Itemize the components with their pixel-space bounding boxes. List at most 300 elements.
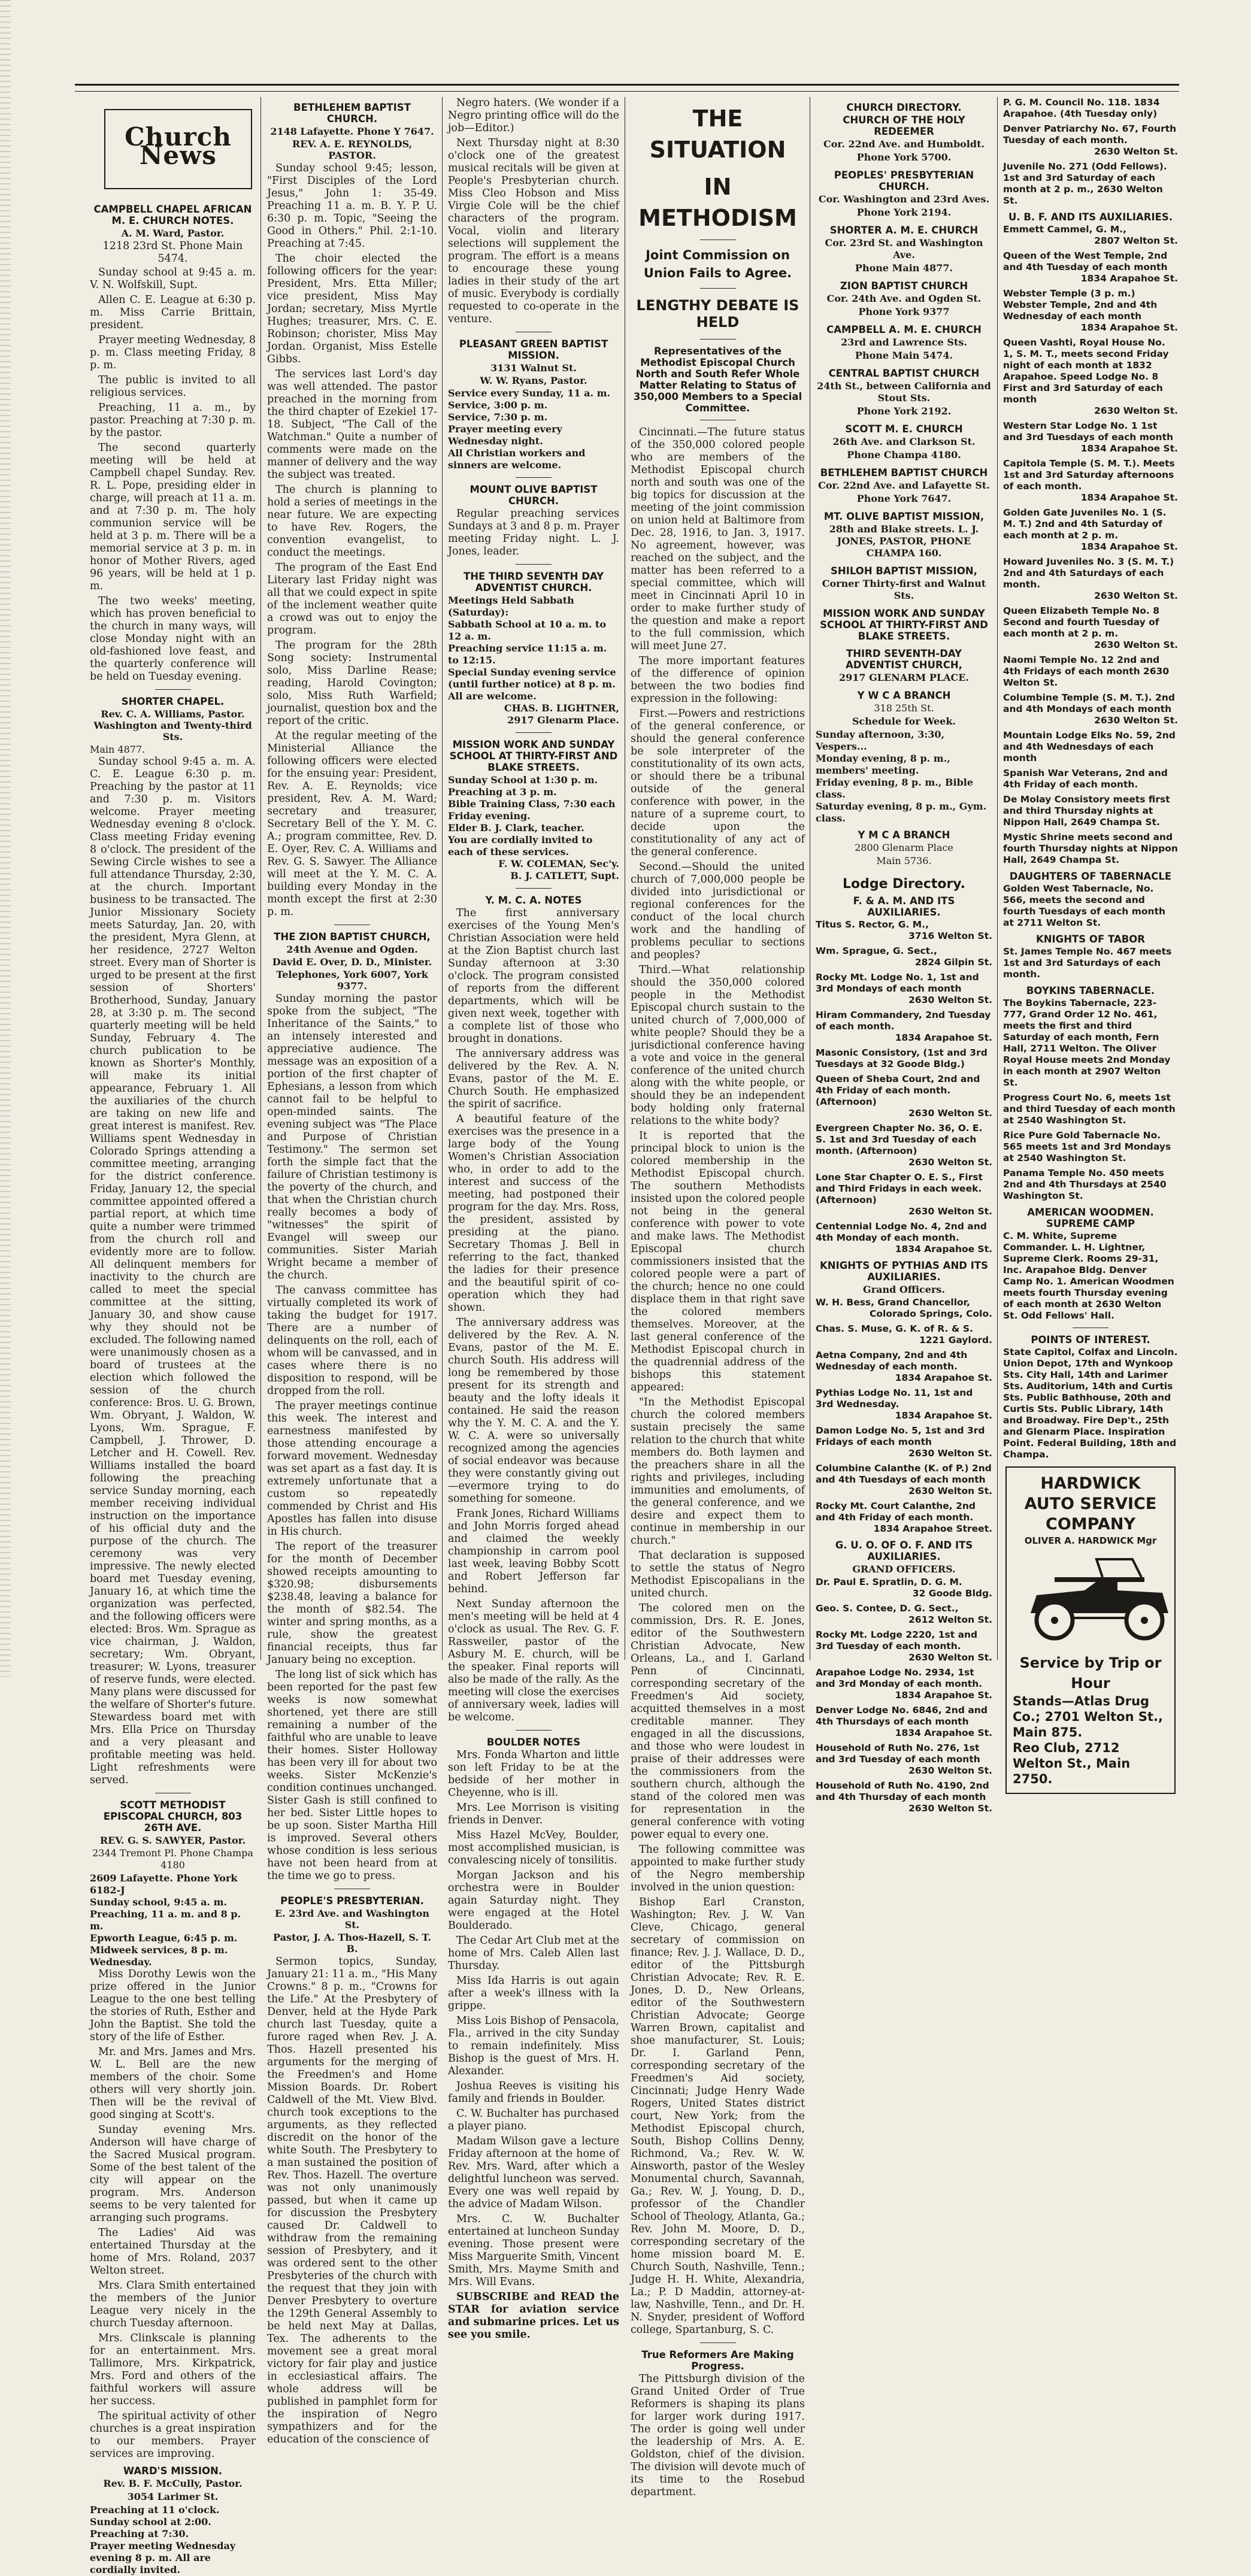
service-line: Special Sunday evening service (until further notice) at 8 p. m.: [448, 666, 616, 690]
lodge-entry: [816, 1603, 992, 1626]
church-name: ZION BAPTIST CHURCH: [840, 280, 968, 292]
misc-lodge: Panama Temple No. 450 meets 2nd and 4th Thursdays at 2540 Washington St.: [1003, 1168, 1167, 1201]
lodge-name: Wm. Sprague, G. Sect.,: [816, 945, 937, 956]
bethlehem-pastor: REV. A. E. REYNOLDS, PASTOR.: [292, 138, 413, 161]
lodge-name: P. G. M. Council No. 118. 1834 Arapahoe. (4th Tuesday only): [1003, 97, 1160, 119]
lodge-address: 2630 Welton St.: [908, 1108, 992, 1119]
ad-stand-1: Stands—Atlas Drug Co.; 2701 Welton St., Main 875.: [1013, 1694, 1163, 1739]
true-reformers-heading: True Reformers Are Making Progress.: [641, 2349, 794, 2372]
lodge-entry: [1003, 337, 1178, 417]
article-paragraph: Sunday school 9:45 a. m. A. C. E. League 6:30 p. m. Preaching by the pastor at 11 and 7:30 p. m. Visitors welcome. Prayer meeting Wednesday evening 8 o'clock. Class meeting Friday evening 8 o'clock. The president of the Sewing Circle wishes to see a full attendance Thursday, 2:30, at the church. Important business to be transacted. The Junior Missionary Society meets Saturday, Jan. 20, with the president, Myra Glenn, at her residence, 2727 Welton street. Every man of Shorter is urged to be present at the first session of Shorters' Brotherhood, Sunday, January 28, at 3:30 p. m. The second quarterly meeting will be held Sunday, February 4. The church publication to be known as Shorter's Monthly, will make its initial appearance, February 1. All the auxiliaries of the church are taking on new life and great interest is manifest. Rev. Williams spent Wednesday in Colorado Springs attending a committee meeting, arranging for the district conference. Friday, January 12, the special committee appointed offered a partial report, at which time quite a number were trimmed from the church roll and evidently more are to follow. All delinquent members for inactivity to the church are called to meet the special committee at the sitting, January 30, and show cause why they should not be excluded. The following named were unanimously chosen as a board of trustees at the election which followed the session of the church conference: Bros. U. G. Brown, Wm. Obryant, J. Waldon, W. Lyons, Wm. Sprague, F. Campbell, J. Thrower, D. Letcher and H. Cowell. Rev. Williams installed the board following the preaching service Sunday morning, each member receiving individual instruction on the importance of his official duty and the purpose of the church. The ceremony was very impressive. The newly elected board met Tuesday evening, January 16, at which time the organization was perfected, and the following officers were elected: Bros. Wm. Sprague as vice chairman, J. Waldon, secretary; Wm. Obryant, treasurer; W. Lyons, treasurer of reserve funds, were elected. Many plans were discussed for the welfare of Shorter's future. Stewardess board met with Mrs. Ella Price on Thursday and a very pleasant and profitable meeting was held. Light refreshments were served.: [90, 756, 256, 1786]
wards-heading: WARD'S MISSION.: [123, 2465, 223, 2477]
zion-phone: Telephones, York 6007, York 9377.: [276, 969, 428, 992]
lodge-name: Columbine Calanthe (K. of P.) 2nd and 4th Tuesdays of each month: [816, 1463, 992, 1485]
kp-list: [816, 1297, 992, 1535]
lodge-entry: [1003, 730, 1178, 764]
article-paragraph: Negro haters. (We wonder if a Negro printing office will do the job—Editor.): [448, 97, 620, 134]
mission-work-heading: MISSION WORK AND SUNDAY SCHOOL AT THIRTY-FIRST AND BLAKE STREETS.: [449, 739, 618, 773]
article-paragraph: Miss Dorothy Lewis won the prize offered in the Junior League to the one best telling the stories of Ruth, Esther and John the Baptist. She told the story of the life of Esther.: [90, 1968, 256, 2043]
article-paragraph: The first anniversary exercises of the Young Men's Christian Association were held at the Zion Baptist church last Sunday afternoon at 3:30 o'clock. The program consisted of reports from the different departments, which will be given next week, together with a complete list of those who brought in donations.: [448, 907, 619, 1045]
article-paragraph: The second quarterly meeting will be held at Campbell chapel Sunday. Rev. R. L. Pope, presiding elder in charge, will preach at 11 a. m. and at 7:30 p. m. The holy communion service will be held at 3 p. m. There will be a memorial service at 3 p. m. in honor of Mother Rivers, aged 96 years, will be held at 1 p. m.: [90, 442, 256, 592]
article-paragraph: The Pittsburgh division of the Grand United Order of True Reformers is shaping its plans for larger work during 1917. The order is going well under the leadership of Mrs. A. E. Goldston, chief of the division. The division will devote much of its time to the Rosebud department.: [631, 2373, 805, 2498]
article-paragraph: The church is planning to hold a series of meetings in the near future. We are expecting to have Rev. Rogers, the convention evangelist, to conduct the meetings.: [267, 484, 437, 559]
ad-stand-2: Reo Club, 2712 Welton St., Main 2750.: [1013, 1741, 1131, 1786]
church-name: SHILOH BAPTIST MISSION,: [831, 565, 977, 577]
campbell-pastor: A. M. Ward, Pastor.: [121, 228, 225, 239]
shorter-phone: Main 4877.: [90, 744, 146, 755]
lodge-address: 1834 Arapahoe St.: [895, 1410, 992, 1421]
lodge-entry: [816, 1221, 992, 1255]
article-paragraph: At the regular meeting of the Ministerial Alliance the following officers were elected for the ensuing year: President, Rev. A. E. Reynolds; vice president, Rev. A. M. Ward; secretary and treasurer, Secretary Bell of the Y. M. C. A.; program committee, Rev. D. E. Oyer, Rev. C. A. Williams and Rev. G. S. Sawyer. The Alliance will meet at the Y. M. C. A. building every Monday in the month except the first at 2:30 p. m.: [267, 730, 437, 918]
column-3: [448, 97, 620, 2341]
directory-entry: [816, 467, 992, 505]
lodge-name: Hiram Commandery, 2nd Tuesday of each month.: [816, 1010, 991, 1032]
church-detail: Phone York 9377: [858, 306, 950, 317]
article-paragraph: Joshua Reeves is visiting his family and friends in Boulder.: [448, 2080, 619, 2105]
lodge-name: Evergreen Chapter No. 36, O. E. S. 1st and 3rd Tuesday of each month. (Afternoon): [816, 1123, 983, 1156]
wards-line: Prayer meeting Wednesday evening 8 p. m. All are cordially invited.: [90, 2540, 236, 2575]
article-paragraph: Third.—What relationship should the 350,000 colored people in the Methodist Episcopal church sustain to the united church of 7,000,000 of white people? Should they be a jurisdictional conference having a vote and voice in the general conference of the united church along with the white people, or should they be an independent body holding only fraternal relations to the white body?: [631, 964, 805, 1127]
lodge-entry: [816, 1323, 992, 1346]
knights-tabor-heading: KNIGHTS OF TABOR: [1035, 934, 1146, 945]
lodge-address: 2612 Welton St.: [908, 1614, 992, 1625]
lodge-address: 2630 Welton St.: [1094, 715, 1178, 726]
article-paragraph: The Ladies' Aid was entertained Thursday at the home of Mrs. Roland, 2037 Welton street.: [90, 2227, 256, 2277]
ymca-heading: Y. M. C. A. NOTES: [485, 895, 582, 906]
seventh-day-heading: THE THIRD SEVENTH DAY ADVENTIST CHURCH.: [463, 571, 604, 593]
service-line: Sunday School at 1:30 p. m.: [448, 774, 598, 786]
directory-entry: [816, 423, 992, 461]
article-paragraph: The services last Lord's day was well attended. The pastor preached in the morning from the third chapter of Ezekiel 17-18. Subject, "The Call of the Watchman." Quite a number of comments were made on the manner of delivery and the way the subject was treated.: [267, 368, 437, 481]
lodge-address: 3716 Welton St.: [908, 931, 992, 941]
lodge-entry: [1003, 692, 1178, 726]
lodge-name: Denver Lodge No. 6846, 2nd and 4th Thursdays of each month: [816, 1705, 988, 1727]
article-paragraph: The canvass committee has virtually completed its work of taking the budget for 1917. There are a number of delinquents on the roll, each of whom will be canvassed, and in cases where there is no disposition to respond, will be dropped from the roll.: [267, 1284, 437, 1397]
ad-company: COMPANY: [1046, 1515, 1135, 1534]
lodge-address: 1834 Arapahoe St.: [1080, 492, 1178, 503]
church-name: MT. OLIVE BAPTIST MISSION,: [823, 511, 985, 522]
lodge-address: 2630 Welton St.: [1094, 640, 1178, 650]
lodge-entry: [816, 1742, 992, 1777]
lodge-entry: [816, 1172, 992, 1217]
ubf-heading: U. B. F. AND ITS AUXILIARIES.: [1008, 211, 1173, 223]
lodge-entry: [1003, 605, 1178, 651]
service-line: Preaching service 11:15 a. m. to 12:15.: [448, 643, 607, 666]
lodge-entry: [1003, 420, 1178, 454]
mount-olive-heading: MOUNT OLIVE BAPTIST CHURCH.: [469, 484, 598, 507]
ywca-schedule: Schedule for Week.: [852, 716, 956, 727]
pleasant-green-heading: PLEASANT GREEN BAPTIST MISSION.: [459, 338, 608, 361]
lodge-entry: [1003, 794, 1178, 828]
lodge-name: Geo. S. Contee, D. G. Sect.,: [816, 1603, 959, 1614]
lodge-entry: [816, 1350, 992, 1384]
lodge-entry: [816, 1780, 992, 1814]
service-line: All Christian workers and sinners are welcome.: [448, 447, 586, 471]
lodge-name: Dr. Paul E. Spratlin, D. G. M.: [816, 1577, 962, 1587]
directory-entry: [816, 511, 992, 559]
column-2: [267, 97, 437, 2445]
church-detail: Cor. 22nd Ave. and Humboldt.: [823, 138, 985, 150]
service-line: Service, 3:00 p. m.: [448, 399, 548, 411]
lodge-entry: [1003, 288, 1178, 334]
deck-3: Representatives of the Methodist Episcopal Church North and South Refer Whole Matter Relating to Status of 350,000 Members to a Special Committee.: [633, 346, 802, 414]
church-detail: Phone York 5700.: [856, 151, 952, 163]
woodmen-text: C. M. White, Supreme Commander. L. H. Lightner, Supreme Clerk. Rooms 29-31, Inc. Arapahoe Bldg. Denver Camp No. 1. American Woodmen meets fourth Thursday evening of each month at 2630 Welton St. Odd Fellows' Hall.: [1003, 1231, 1174, 1321]
daughters-heading: DAUGHTERS OF TABERNACLE: [1009, 871, 1172, 882]
lodge-name: Arapahoe Lodge No. 2934, 1st and 3rd Monday of each month.: [816, 1667, 983, 1689]
church-detail: Phone York 7647.: [856, 493, 952, 504]
article-paragraph: Next Thursday night at 8:30 o'clock one of the greatest musical recitals will be given at People's Presbyterian church. Miss Cleo Hobson and Miss Virgie Cole will be the chief characters of the program. Vocal, violin and literary selections will supplement the program. The effort is a means to encourage these young ladies in their study of the art of music. Everybody is cordially requested to co-operate in the venture.: [448, 137, 619, 325]
pleasant-green-pastor: W. W. Ryans, Pastor.: [480, 375, 587, 386]
schedule-line: Sunday afternoon, 3:30, Vespers...: [816, 729, 945, 752]
lodge-name: Masonic Consistory, (1st and 3rd Tuesdays at 32 Goode Bldg.): [816, 1047, 988, 1069]
church-detail: 28th and Blake streets. L. J. JONES, PASTOR, PHONE CHAMPA 160.: [829, 523, 979, 559]
ywca-heading: Y W C A BRANCH: [857, 690, 951, 701]
directory-entry: [816, 280, 992, 318]
lodge-name: Rocky Mt. Lodge 2220, 1st and 3rd Tuesday of each month.: [816, 1629, 978, 1651]
wards-line: 3054 Larimer St.: [127, 2491, 219, 2502]
signature: CHAS. B. LIGHTNER,: [504, 702, 619, 714]
lodge-name: Mystic Shrine meets second and fourth Thursday nights at Nippon Hall, 2649 Champa St.: [1003, 832, 1178, 865]
lodge-entry: [1003, 97, 1178, 120]
service-line: Bible Training Class, 7:30 each Friday evening.: [448, 798, 616, 822]
article-paragraph: Mrs. Clinkscale is planning for an entertainment. Mrs. Tallimore, Mrs. Kirkpatrick, Mrs. Ford and others of the faithful workers will assure her success.: [90, 2332, 256, 2407]
church-detail: Phone Main 5474.: [855, 350, 953, 361]
lodge-name: Queen of the West Temple, 2nd and 4th Tuesday of each month: [1003, 250, 1168, 272]
separator: [700, 2342, 736, 2343]
guo-subheading: GRAND OFFICERS.: [852, 1563, 956, 1575]
lodge-entry: [816, 1074, 992, 1119]
lodge-address: 2630 Welton St.: [908, 1448, 992, 1459]
article-paragraph: That declaration is supposed to settle the status of Negro Methodist Episcopalians in the united church.: [631, 1550, 805, 1599]
church-detail: Phone Champa 4180.: [847, 449, 961, 460]
lodge-address: 1834 Arapahoe St.: [895, 1690, 992, 1701]
shorter-pastor: Rev. C. A. Williams, Pastor. Washington and Twenty-third Sts.: [93, 708, 252, 743]
misc-lodge: Rice Pure Gold Tabernacle No. 565 meets 1st and 3rd Mondays at 2540 Washington St.: [1003, 1130, 1171, 1163]
signature: F. W. COLEMAN, Sec'y.: [498, 858, 619, 869]
article-paragraph: The spiritual activity of other churches is a great inspiration to our members. Prayer services are improving.: [90, 2410, 256, 2460]
article-paragraph: Sunday school at 9:45 a. m. V. N. Wolfskill, Supt.: [90, 266, 256, 291]
church-name: THIRD SEVENTH-DAY ADVENTIST CHURCH,: [846, 648, 962, 671]
article-paragraph: Preaching, 11 a. m., by pastor. Preaching at 7:30 p. m. by the pastor.: [90, 402, 256, 439]
lodge-name: Naomi Temple No. 12 2nd and 4th Fridays of each month 2630 Welton St.: [1003, 654, 1170, 688]
scott-heading: SCOTT METHODIST EPISCOPAL CHURCH, 803 26TH AVE.: [103, 1799, 243, 1833]
separator: [516, 732, 552, 733]
church-name: CHURCH OF THE HOLY REDEEMER: [843, 114, 965, 137]
lodge-name: Mountain Lodge Elks No. 59, 2nd and 4th Wednesdays of each month: [1003, 730, 1176, 763]
article-paragraph: Morgan Jackson and his orchestra were in Boulder again Saturday night. They were engaged at the Hotel Boulderado.: [448, 1869, 619, 1932]
church-detail: Phone York 2192.: [856, 405, 952, 417]
lodge-entry: [816, 972, 992, 1006]
lodge-name: De Molay Consistory meets first and third Thursday nights at Nippon Hall, 2649 Champa St.: [1003, 794, 1170, 828]
peoples-pastor: Pastor, J. A. Thos-Hazell, S. T. B.: [273, 1932, 431, 1954]
lodge-address: 1834 Arapahoe St.: [1080, 541, 1178, 552]
bethlehem-heading: BETHLEHEM BAPTIST CHURCH.: [293, 102, 411, 125]
service-line: Prayer meeting every Wednesday night.: [448, 423, 562, 447]
scott-line: Sunday school, 9:45 a. m.: [90, 1896, 228, 1908]
lodge-entry: [1003, 161, 1178, 207]
lodge-entry: [816, 1010, 992, 1044]
lodge-entry: [816, 1463, 992, 1497]
column-1: [90, 97, 256, 2575]
ad-owner: OLIVER A. HARDWICK Mgr: [1024, 1535, 1157, 1546]
shorter-heading: SHORTER CHAPEL.: [121, 696, 225, 707]
directory-entry: [816, 648, 992, 684]
automobile-illustration: [1013, 1553, 1180, 1643]
church-detail: 24th St., between California and Stout Sts.: [817, 380, 991, 404]
wards-line: Preaching at 11 o'clock.: [90, 2504, 220, 2516]
scott-line: Epworth League, 6:45 p. m.: [90, 1932, 238, 1944]
kp-heading: KNIGHTS OF PYTHIAS AND ITS AUXILIARIES.: [820, 1260, 988, 1283]
lodge-address: 2630 Welton St.: [908, 1652, 992, 1663]
lodge-name: W. H. Bess, Grand Chancellor,: [816, 1297, 970, 1308]
lodge-entry: [1003, 654, 1178, 689]
article-paragraph: The choir elected the following officers for the year: President, Mrs. Etta Miller; vice president, Miss May Jordan; secretary, Miss Myrtle Hughes; treasurer, Mrs. C. E. Robinson; chorister, Miss May Jordan. Organist, Miss Estelle Gibbs.: [267, 253, 437, 365]
lodge-entry: [1003, 768, 1178, 790]
deck-2: LENGTHY DEBATE IS HELD: [636, 297, 799, 331]
campbell-heading: CAMPBELL CHAPEL AFRICAN M. E. CHURCH NOTES.: [93, 204, 252, 226]
lodge-entry: [816, 1387, 992, 1422]
column-rule: [442, 97, 443, 1660]
article-paragraph: "In the Methodist Episcopal church the colored members sustain precisely the same relation to the church that white members do. Both laymen and the preachers share in all the rights and privileges, including immunities and emoluments, of the general conference, and we desire and expect them to continue in membership in our church.": [631, 1396, 805, 1547]
schedule-line: Saturday evening, 8 p. m., Gym. class.: [816, 801, 987, 824]
lodge-address: 2630 Welton St.: [908, 1803, 992, 1814]
lodge-name: Capitola Temple (S. M. T.). Meets 1st and 3rd Saturday afternoons of each month.: [1003, 458, 1175, 492]
lodge-entry: [816, 1629, 992, 1663]
lodge-entry: [816, 919, 992, 942]
lodge-name: Howard Juveniles No. 3 (S. M. T.) 2nd and 4th Saturdays of each month.: [1003, 556, 1174, 590]
article-paragraph: The long list of sick which has been reported for the past few weeks is now somewhat shortened, yet there are still remaining a number of the faithful who are unable to leave their homes. Sister Holloway has been very ill for about two weeks. Sister McKenzie's condition continues unchanged. Sister Gash is still confined to her bed. Sister Little hopes to be up soon. Sister Martha Hill is improved. Several others whose condition is less serious have not been heard from at the time we go to press.: [267, 1669, 437, 1882]
article-paragraph: The report of the treasurer for the month of December showed receipts amounting to $320.98; disbursements $238.48, leaving a balance for the month of $82.54. The winter and spring months, as a rule, show the greatest financial receipts, thus far January being no exception.: [267, 1541, 437, 1666]
wards-line: Rev. B. F. McCully, Pastor.: [103, 2478, 243, 2489]
lodge-address: 2824 Gilpin St.: [914, 957, 992, 968]
article-paragraph: Prayer meeting Wednesday, 8 p. m. Class meeting Friday, 8 p. m.: [90, 334, 256, 371]
lodge-address: 1834 Arapahoe St.: [895, 1244, 992, 1254]
lodge-address: 2630 Welton St.: [908, 1157, 992, 1168]
boulder-heading: BOULDER NOTES: [486, 1736, 581, 1748]
article-paragraph: C. W. Buchalter has purchased a player piano.: [448, 2108, 619, 2132]
lodge-name: Household of Ruth No. 4190, 2nd and 4th Thursday of each month: [816, 1780, 989, 1802]
lodge-name: Rocky Mt. Court Calanthe, 2nd and 4th Friday of each month.: [816, 1501, 976, 1523]
fam-list: [816, 919, 992, 1255]
article-paragraph: Next Sunday afternoon the men's meeting will be held at 4 o'clock as usual. The Rev. G. F. Rassweiler, pastor of the Asbury M. E. church, will be the speaker. Final reports will also be made of the rally. As the meeting will close the exercises of anniversary week, ladies will be welcome.: [448, 1598, 619, 1723]
ymca-branch-phone: Main 5736.: [876, 855, 932, 866]
separator: [155, 689, 191, 690]
article-paragraph: Sunday morning the pastor spoke from the subject, "The Inheritance of the Saints," to an intensely interested and appreciative audience. The message was an exposition of a portion of the first chapter of Ephesians, a lesson from which cannot fail to be helpful to open-minded saints. The evening subject was "The Place and Purpose of Christian Testimony." The sermon set forth the simple fact that the failure of Christian testimony is the poverty of the church, and that when the Christian church really becomes a body of "witnesses" the spirit of Evangel will sweep our communities. Sister Mariah Wright became a member of the church.: [267, 993, 437, 1281]
subscribe-notice: SUBSCRIBE and READ the STAR for aviation service and submarine prices. Let us see you smile.: [448, 2291, 619, 2341]
lodge-address: 2630 Welton St.: [1094, 146, 1178, 157]
lodge-entry: [1003, 507, 1178, 553]
lodge-name: Titus S. Rector, G. M.,: [816, 919, 929, 930]
church-detail: Cor. 22nd Ave. and Lafayette St.: [818, 480, 990, 491]
separator: [700, 339, 736, 340]
service-line: Service, 7:30 p. m.: [448, 411, 548, 423]
service-line: Service every Sunday, 11 a. m.: [448, 387, 611, 399]
directory-entry: [816, 608, 992, 642]
church-name: PEOPLES' PRESBYTERIAN CHURCH.: [834, 169, 974, 192]
ymca-branch-heading: Y M C A BRANCH: [858, 829, 950, 841]
separator: [516, 1730, 552, 1731]
article-paragraph: Allen C. E. League at 6:30 p. m. Miss Carrie Brittain, president.: [90, 294, 256, 331]
article-paragraph: It is reported that the principal block to union is the colored membership in the Methodist Episcopal church. The southern Methodists insisted upon the colored people not being in the general conference with power to vote and make laws. The Methodist Episcopal church commissioners insisted that the colored people were a part of the church; hence no one could displace them in that right save the colored members themselves. Moreover, at the last general conference of the Methodist Episcopal church in the quadrennial address of the bishops this statement appeared:: [631, 1130, 805, 1393]
lodge-address: 2630 Welton St.: [908, 995, 992, 1005]
lodge-name: Emmett Cammel, G. M.,: [1003, 224, 1127, 235]
article-paragraph: The colored men on the commission, Drs. R. E. Jones, editor of the Southwestern Christian Advocate, New Orleans, La., and I. Garland Penn of Cincinnati, corresponding secretary of the Freedmen's Aid society, acquitted themselves in a most creditable manner. They engaged in all the discussions, and those who were loudest in praise of their addresses were the commissioners from the southern church, although the stand of the colored men was for representation in the general conference with voting power equal to every one.: [631, 1602, 805, 1841]
fam-heading: F. & A. M. AND ITS AUXILIARIES.: [853, 895, 955, 918]
lodge-name: Queen of Sheba Court, 2nd and 4th Friday of each month. (Afternoon): [816, 1074, 980, 1107]
lodge-address: 2630 Welton St.: [1094, 590, 1178, 601]
peoples-address: E. 23rd Ave. and Washington St.: [274, 1908, 430, 1931]
article-paragraph: Miss Hazel McVey, Boulder, most accomplished musician, is convalescing nicely of tonsilitis.: [448, 1829, 619, 1866]
ywca-address: 318 25th St.: [874, 702, 934, 714]
deck-1: Joint Commission on Union Fails to Agree.: [643, 248, 792, 280]
church-name: MISSION WORK AND SUNDAY SCHOOL AT THIRTY-FIRST AND BLAKE STREETS.: [820, 608, 988, 642]
scott-line: Midweek services, 8 p. m. Wednesday.: [90, 1944, 228, 1968]
column-4: [631, 97, 805, 2498]
article-paragraph: The two weeks' meeting, which has proven beneficial to the church in many ways, will close Monday night with an old-fashioned love feast, and the quarterly conference will be held on Tuesday evening.: [90, 595, 256, 683]
lodge-address: 2630 Welton St.: [908, 1206, 992, 1217]
article-paragraph: Cincinnati.—The future status of the 350,000 colored people who are members of the Methodist Episcopal church north and south was one of the big topics for discussion at the meeting of the joint commission on union held at Baltimore from Dec. 28, 1916, to Jan. 3, 1917. No agreement, however, was reached on the subject, and the matter has been referred to a special committee, which will meet in Cincinnati April 10 in order to make further study of the question and make a report to the full commission, which will meet June 27.: [631, 426, 805, 652]
lodge-directory-title: Lodge Directory.: [843, 877, 965, 892]
headline-line-2: IN METHODISM: [638, 174, 797, 231]
article-paragraph: Mrs. C. W. Buchalter entertained at luncheon Sunday evening. Those present were Miss Marguerite Smith, Vincent Smith, Mrs. Mayme Smith and Mrs. Will Evans.: [448, 2213, 619, 2288]
separator: [700, 288, 736, 289]
church-detail: Phone York 2194.: [856, 207, 952, 218]
lodge-address: 1834 Arapahoe St.: [1080, 443, 1178, 454]
service-line: All are welcome.: [448, 690, 537, 702]
service-line: Elder B. J. Clark, teacher.: [448, 822, 584, 834]
lodge-address: 1834 Arapahoe St.: [1080, 322, 1178, 333]
church-news-title-box: [104, 109, 252, 189]
article-paragraph: Madam Wilson gave a lecture Friday afternoon at the home of Rev. Mrs. Ward, after which a delightful luncheon was served. Every one was well repaid by the advice of Madam Wilson.: [448, 2135, 619, 2210]
scott-line: Preaching, 11 a. m. and 8 p. m.: [90, 1908, 241, 1932]
article-paragraph: The anniversary address was delivered by the Rev. A. N. Evans, pastor of the M. E. church South. His address will long be remembered by those present for its strength and beauty and the lofty ideals it contained. He said the reason why the Y. M. C. A. and the Y. W. C. A. were so universally recognized among the agencies of social endeavor was because they were constantly giving out—evermore trying to do something for someone.: [448, 1317, 619, 1505]
section-title: Church News: [125, 122, 232, 170]
lodge-entry: [816, 1705, 992, 1739]
lodge-list: [1003, 97, 1178, 207]
lodge-address: 1834 Arapahoe St.: [895, 1032, 992, 1043]
article-paragraph: Sunday evening Mrs. Anderson will have charge of the Sacred Musical program. Some of the best talent of the city will appear on the program. Mrs. Anderson seems to be very talented for arranging such programs.: [90, 2124, 256, 2224]
church-name: CENTRAL BAPTIST CHURCH: [828, 368, 980, 379]
church-detail: Cor. 24th Ave. and Ogden St.: [826, 293, 982, 304]
church-directory-list: [816, 114, 992, 684]
ad-business-name: HARDWICK AUTO SERVICE: [1024, 1474, 1157, 1513]
article-paragraph: Regular preaching services Sundays at 3 and 8 p. m. Prayer meeting Friday night. L. J. Jones, leader.: [448, 508, 619, 557]
article-paragraph: Frank Jones, Richard Williams and John Morris forged ahead and claimed the weekly championship in carrom pool last week, leaving Bobby Scott and Robert Jefferson far behind.: [448, 1508, 619, 1595]
ad-service: Service by Trip or Hour: [1019, 1654, 1162, 1692]
guo-heading: G. U. O. OF O. F. AND ITS AUXILIARIES.: [835, 1539, 973, 1562]
zion-address: 24th Avenue and Ogden.: [286, 944, 418, 955]
article-paragraph: First.—Powers and restrictions of the general conference, or should the general conference be sole interpreter of the constitutionality of its own acts, or should there be a tribunal outside of the general conference with power, in the nature of a supreme court, to decide upon the constitutionality of any act of the general conference.: [631, 708, 805, 858]
lodge-entry: [816, 1577, 992, 1599]
article-paragraph: Bishop Earl Cranston, Washington; Rev. J. W. Van Cleve, Chicago, general secretary of commission on finance; Rev. J. J. Wallace, D. D., editor of the Pittsburgh Christian Advocate; Rev. R. E. Jones, D. D., New Orleans, editor of the Southwestern Christian Advocate; George Warren Brown, capitalist and shoe manufacturer, St. Louis; Dr. I. Garland Penn, corresponding secretary of the Freedmen's Aid society, Cincinnati; Judge Henry Wade Rogers, United States district court, New York; from the Methodist Episcopal church, South, Bishop Collins Denny, Richmond, Va.; Rev. W. W. Ainsworth, pastor of the Wesley Monumental church, Savannah, Ga.; Rev. W. J. Young, D. D., professor of the Chandler School of Theology, Atlanta, Ga.; Rev. John M. Moore, D. D., corresponding secretary of the home mission board M. E. Church South, Nashville, Tenn.; Judge H. H. White, Alexandria, La.; P. D Maddin, attorney-at-law, Nashville, Tenn., and Dr. H. N. Snyder, president of Wofford college, Spartanburg, S. C.: [631, 1896, 805, 2336]
lodge-entry: [816, 1047, 992, 1070]
separator: [516, 477, 552, 478]
lodge-name: Queen Elizabeth Temple No. 8 Second and fourth Tuesday of each month at 2 p. m.: [1003, 605, 1159, 639]
peoples-heading: PEOPLE'S PRESBYTERIAN.: [280, 1895, 424, 1907]
scott-pastor: REV. G. S. SAWYER, Pastor.: [99, 1835, 246, 1846]
schedule-line: Monday evening, 8 p. m., members' meeting.: [816, 753, 950, 776]
article-paragraph: The Cedar Art Club met at the home of Mrs. Caleb Allen last Thursday.: [448, 1935, 619, 1972]
lodge-name: Chas. S. Muse, G. K. of R. & S.: [816, 1323, 973, 1334]
lodge-address: 2630 Welton St.: [1094, 405, 1178, 416]
campbell-address: 1218 23rd St. Phone Main 5474.: [102, 240, 243, 265]
article-paragraph: Second.—Should the united church of 7,000,000 people be divided into jurisdictional or regional conferences for the conduct of the local church work and the handling of problems peculiar to sections and peoples?: [631, 861, 805, 961]
lodge-name: Centennial Lodge No. 4, 2nd and 4th Monday of each month.: [816, 1221, 987, 1243]
lodge-address: 1834 Arapahoe St.: [1080, 273, 1178, 284]
article-paragraph: Sermon topics, Sunday, January 21: 11 a. m., "His Many Crowns." 8 p. m., "Crowns for the Life." At the Presbytery of Denver, held at the Hyde Park church last Tuesday, quite a furore raged when Rev. J. A. Thos. Hazell presented his arguments for the merging of the Freedmen's and Home Mission Boards. Dr. Robert Caldwell of the Mt. View Blvd. church took exceptions to the arguments, as they reflected discredit on the honor of the white South. The Presbytery to a man sustained the position of Rev. Thos. Hazell. The overture was not only unanimously passed, but when it came up for discussion the Presbytery caused Dr. Caldwell to withdraw from the remaining session of Presbytery, and it was ordered sent to the other Presbyteries of the church with the request that they join with Denver Presbytery to overture the 129th General Assembly to be held next May at Dallas, Tex. The adherents to the movement see a great moral victory for fair play and justice in ecclesiastical affairs. The whole address will be published in pamphlet form for the inspiration of Negro sympathizers and for the education of the conscience of: [267, 1956, 437, 2445]
lodge-entry: [1003, 458, 1178, 504]
church-name: SHORTER A. M. E. CHURCH: [829, 225, 979, 236]
wards-line: Sunday school at 2:00.: [90, 2516, 211, 2527]
signature: B. J. CATLETT, Supt.: [510, 870, 619, 881]
lodge-address: 2807 Welton St.: [1094, 235, 1178, 246]
guo-list: [816, 1577, 992, 1814]
lodge-name: Household of Ruth No. 276, 1st and 3rd Tuesday of each month: [816, 1742, 980, 1765]
knights-tabor-text: St. James Temple No. 467 meets 1st and 3rd Saturdays of each month.: [1003, 946, 1172, 980]
woodmen-heading: AMERICAN WOODMEN. SUPREME CAMP: [1027, 1207, 1154, 1229]
lodge-name: Pythias Lodge No. 11, 1st and 3rd Wednesday.: [816, 1387, 973, 1410]
lodge-entry: [816, 1123, 992, 1168]
lodge-name: Denver Patriarchy No. 67, Fourth Tuesday of each month.: [1003, 123, 1177, 146]
top-rule-thin: [75, 91, 1179, 92]
column-6: [1003, 97, 1178, 1786]
pleasant-green-address: 3131 Walnut St.: [490, 362, 577, 374]
misc-lodge: Progress Court No. 6, meets 1st and third Tuesday of each month at 2540 Washington St.: [1003, 1092, 1176, 1126]
lodge-entry: [1003, 832, 1178, 866]
page-margin-edge: [0, 0, 11, 1677]
church-detail: Corner Thirty-first and Walnut Sts.: [822, 578, 986, 601]
boykins-heading: BOYKINS TABERNACLE.: [1026, 985, 1155, 996]
article-paragraph: Mrs. Lee Morrison is visiting friends in Denver.: [448, 1802, 619, 1826]
lodge-entry: [1003, 250, 1178, 284]
article-paragraph: Mrs. Clara Smith entertained the members of the Junior League very nicely in the church Tuesday afternoon.: [90, 2280, 256, 2329]
article-paragraph: Sunday school 9:45; lesson, "First Disciples of the Lord Jesus," John 1: 35-49. Preaching 11 a. m. B. Y. P. U. 6:30 p. m. Topic, "Seeing the Good in Others." Phil. 2:1-10. Preaching at 7:45.: [267, 162, 437, 250]
church-directory-heading: CHURCH DIRECTORY.: [846, 102, 962, 113]
lodge-entry: [816, 1667, 992, 1701]
lodge-entry: [816, 1297, 992, 1320]
church-name: CAMPBELL A. M. E. CHURCH: [826, 324, 982, 335]
article-paragraph: The program for the 28th Song society: Instrumental solo, Miss Darline Rease; reading, Harold Covington; solo, Miss Ruth Warfield; journalist, question box and the report of the critic.: [267, 640, 437, 727]
church-name: BETHLEHEM BAPTIST CHURCH: [820, 467, 988, 478]
zion-pastor: David E. Over, D. D., Minister.: [272, 956, 432, 968]
scott-address: 2344 Tremont Pl. Phone Champa 4180: [92, 1847, 253, 1871]
article-paragraph: Mr. and Mrs. James and Mrs. W. L. Bell are the new members of the choir. Some others will very shortly join. Then will be the revival of good singing at Scott's.: [90, 2046, 256, 2121]
lodge-address: 1221 Gaylord.: [919, 1335, 992, 1345]
church-detail: 26th Ave. and Clarkson St.: [832, 436, 976, 447]
wards-line: Preaching at 7:30.: [90, 2528, 189, 2539]
directory-entry: [816, 324, 992, 362]
church-detail: Cor. Washington and 23rd Aves.: [818, 193, 990, 205]
zion-heading: THE ZION BAPTIST CHURCH,: [274, 931, 431, 942]
signature: 2917 Glenarm Place.: [507, 714, 619, 726]
directory-entry: [816, 565, 992, 602]
ubf-list: [1003, 224, 1178, 866]
lodge-address: 1834 Arapahoe St.: [895, 1372, 992, 1383]
article-paragraph: The public is invited to all religious services.: [90, 374, 256, 399]
schedule-line: Friday evening, 8 p. m., Bible class.: [816, 777, 974, 800]
church-detail: 2917 GLENARM PLACE.: [838, 672, 970, 683]
directory-entry: [816, 368, 992, 417]
column-5: [816, 97, 992, 1814]
church-name: SCOTT M. E. CHURCH: [845, 423, 963, 435]
lodge-address: 1834 Arapahoe Street.: [873, 1523, 992, 1534]
article-paragraph: The anniversary address was delivered by the Rev. A. N. Evans, pastor of the M. E. Church South. He emphasized the spirit of sacrifice.: [448, 1048, 619, 1110]
boykins-text: The Boykins Tabernacle, 223-777, Grand Order 12 No. 461, meets the first and third Saturday of each month, Fern Hall, 2711 Welton. The Oliver Royal House meets 2nd Monday in each month at 2907 Welton St.: [1003, 998, 1171, 1088]
service-line: Sabbath School at 10 a. m. to 12 a. m.: [448, 619, 606, 642]
lodge-address: 32 Goode Bldg.: [912, 1588, 992, 1599]
lodge-address: 2630 Welton St.: [908, 1486, 992, 1496]
